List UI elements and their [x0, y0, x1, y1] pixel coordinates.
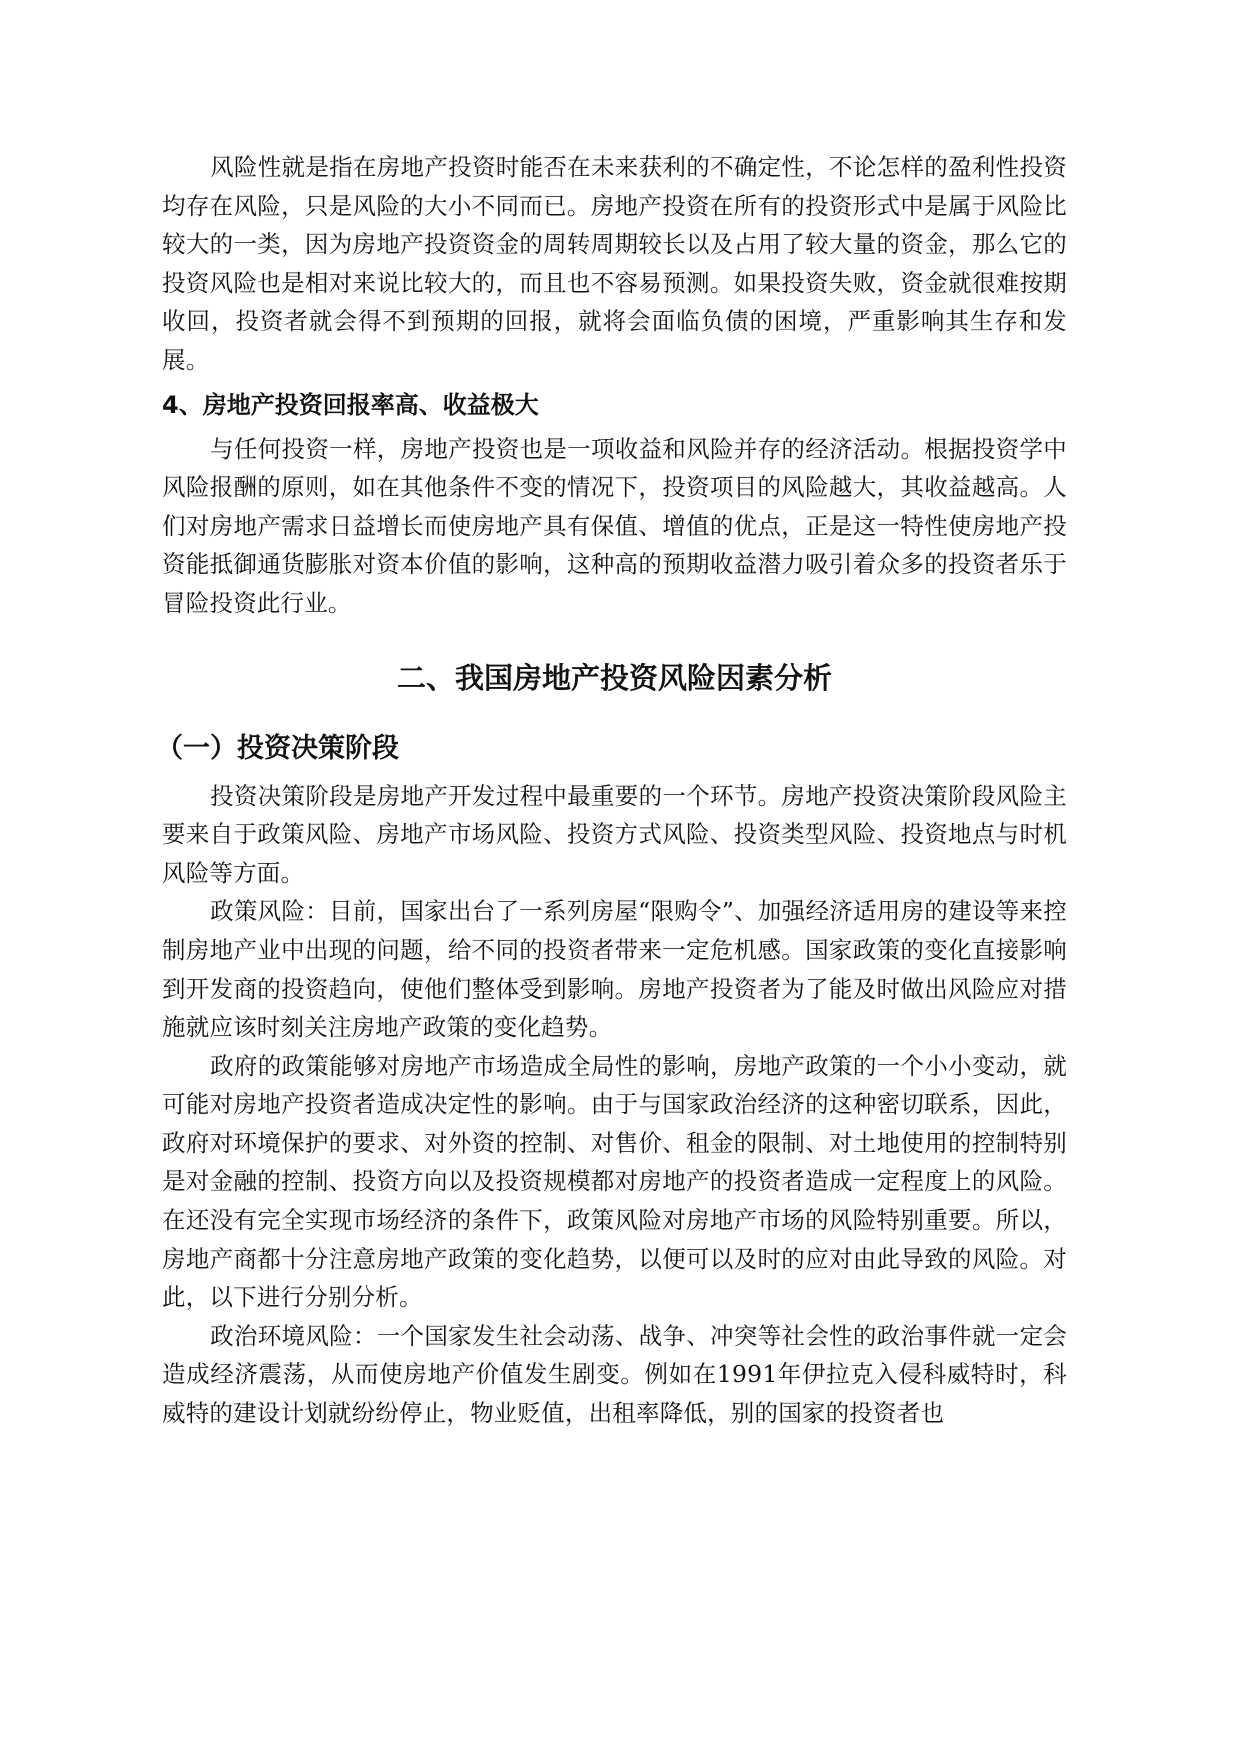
paragraph-political: 政治环境风险：一个国家发生社会动荡、战争、冲突等社会性的政治事件就一定会造成经济震荡，从而使房地产价值发生剧变。例如在1991年伊拉克入侵科威特时，科威特的建设计划就纷纷停止，物业贬值，出租率降低，别的国家的投资者也	[162, 1321, 1067, 1428]
document-page	[156, 148, 1067, 1433]
paragraph-return: 与任何投资一样，房地产投资也是一项收益和风险并存的经济活动。根据投资学中风险报酬的原则，如在其他条件不变的情况下，投资项目的风险越大，其收益越高。人们对房地产需求日益增长而使房地产具有保值、增值的优点，正是这一特性使房地产投资能抵御通货膨胀对资本价值的影响，这种高的预期收益潜力吸引着众多的投资者乐于冒险投资此行业。	[162, 434, 1067, 617]
paragraph-policy: 政策风险：目前，国家出台了一系列房屋“限购令”、加强经济适用房的建设等来控制房地产业中出现的问题，给不同的投资者带来一定危机感。国家政策的变化直接影响到开发商的投资趋向，使他们整体受到影响。房地产投资者为了能及时做出风险应对措施就应该时刻关注房地产政策的变化趋势。	[162, 897, 1067, 1042]
paragraph-risk: 风险性就是指在房地产投资时能否在未来获利的不确定性，不论怎样的盈利性投资均存在风险，只是风险的大小不同而已。房地产投资在所有的投资形式中是属于风险比较大的一类，因为房地产投资资金的周转周期较长以及占用了较大量的资金，那么它的投资风险也是相对来说比较大的，而且也不容易预测。如果投资失败，资金就很难按期收回，投资者就会得不到预期的回报，就将会面临负债的困境，严重影响其生存和发展。	[162, 153, 1067, 374]
chapter-heading: 二、我国房地产投资风险因素分析	[396, 660, 832, 695]
paragraph-decision: 投资决策阶段是房地产开发过程中最重要的一个环节。房地产投资决策阶段风险主要来自于政策风险、房地产市场风险、投资方式风险、投资类型风险、投资地点与时机风险等方面。	[162, 781, 1067, 887]
subheading-return: 4、房地产投资回报率高、收益极大	[162, 390, 539, 419]
section-heading: （一）投资决策阶段	[156, 732, 399, 764]
paragraph-government: 政府的政策能够对房地产市场造成全局性的影响，房地产政策的一个小小变动，就可能对房地产投资者造成决定性的影响。由于与国家政治经济的这种密切联系，因此，政府对环境保护的要求、对外资的控制、对售价、租金的限制、对土地使用的控制特别是对金融的控制、投资方向以及投资规模都对房地产的投资者造成一定程度上的风险。在还没有完全实现市场经济的条件下，政策风险对房地产市场的风险特别重要。所以，房地产商都十分注意房地产政策的变化趋势，以便可以及时的应对由此导致的风险。对此，以下进行分别分析。	[162, 1051, 1067, 1312]
